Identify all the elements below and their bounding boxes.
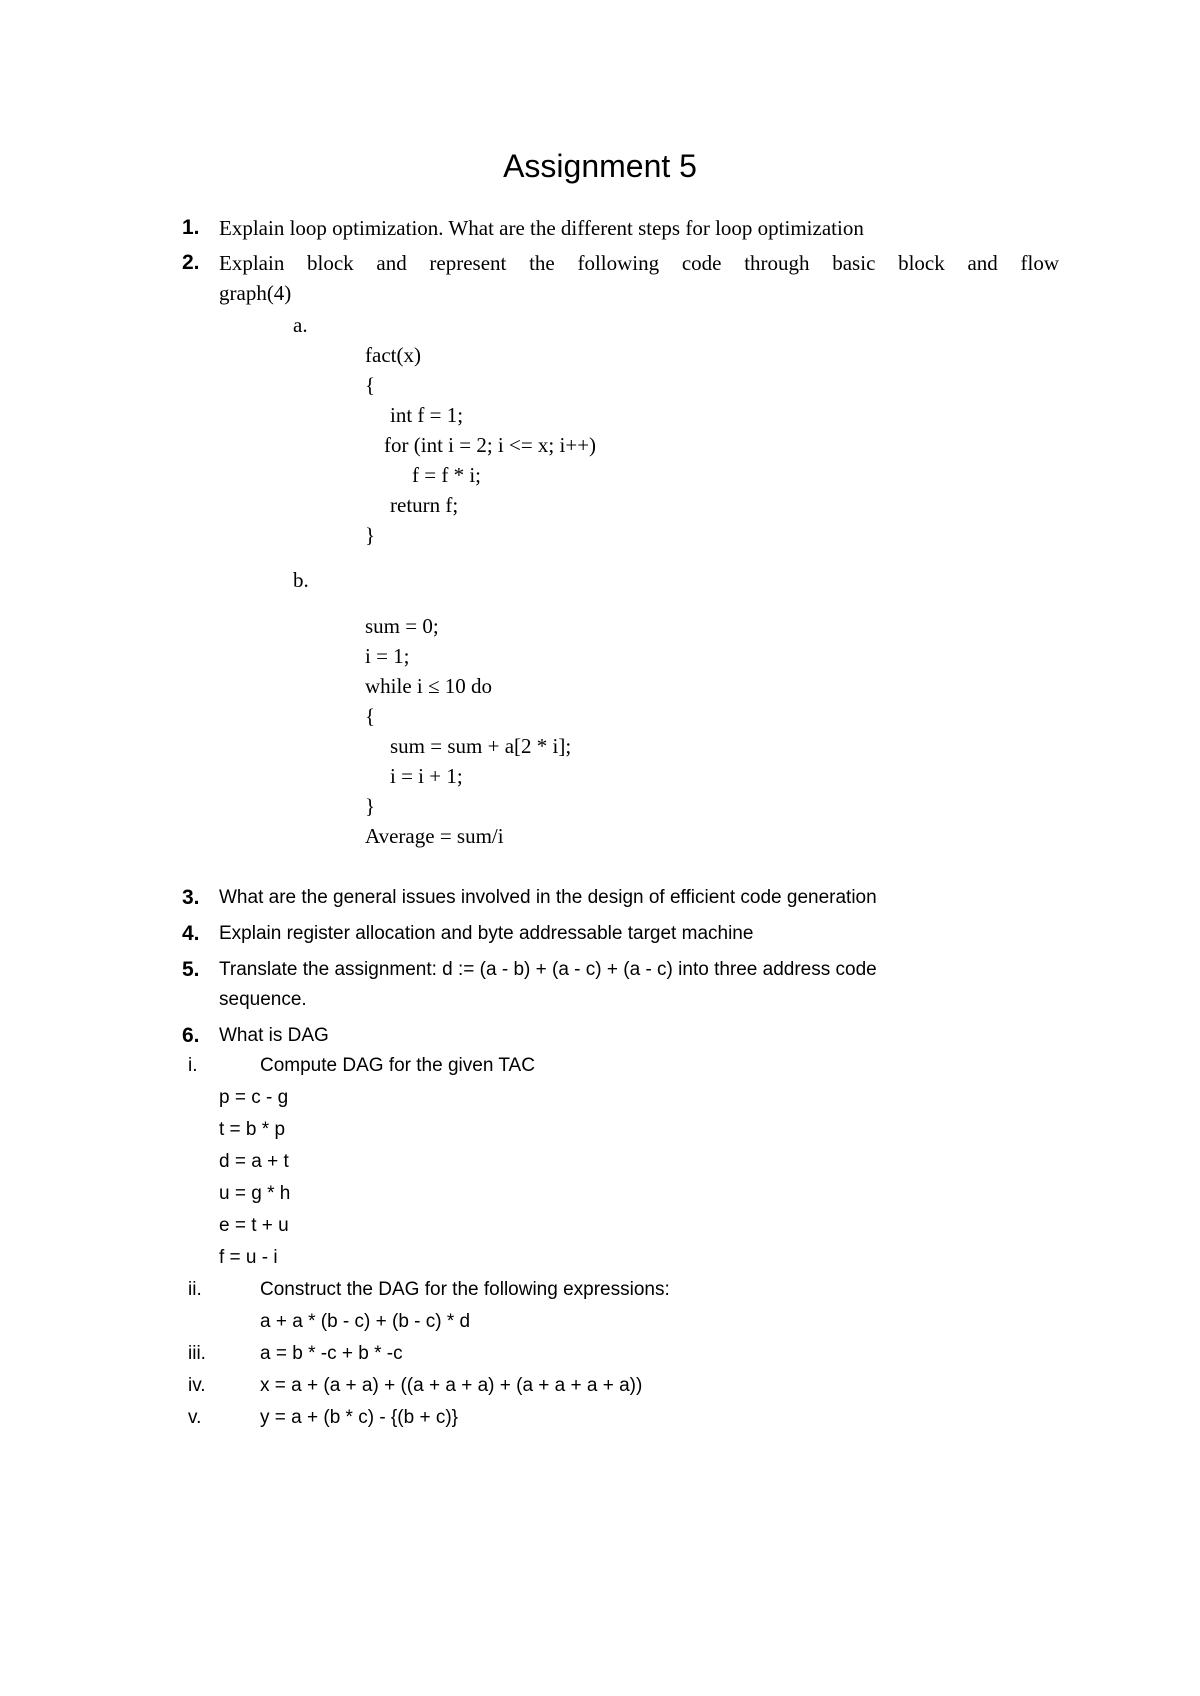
code-label-a: a.	[293, 313, 308, 337]
code-line: Average = sum/i	[365, 824, 504, 848]
subpart-number: ii.	[188, 1279, 202, 1300]
code-line: for (int i = 2; i <= x; i++)	[384, 433, 597, 457]
question-text: Explain loop optimization. What are the different steps for loop optimization	[219, 216, 864, 240]
question-text: Explain register allocation and byte addressable target machine	[219, 923, 754, 944]
tac-line: d = a + t	[219, 1151, 289, 1172]
code-line: f = f * i;	[412, 463, 481, 487]
question-text: What are the general issues involved in the design of efficient code generation	[219, 887, 877, 908]
question-number: 4.	[182, 922, 200, 945]
question-text-continued: graph(4)	[219, 281, 292, 305]
code-line: while i ≤ 10 do	[365, 674, 493, 698]
code-line: return f;	[390, 493, 459, 517]
question-text: Explain block and represent the following code through basic block and flow	[219, 251, 1059, 275]
subpart-number: v.	[188, 1407, 202, 1428]
code-line: i = i + 1;	[390, 764, 463, 788]
subpart-text: Compute DAG for the given TAC	[260, 1055, 535, 1076]
tac-line: p = c - g	[219, 1087, 289, 1108]
subpart-number: iv.	[188, 1375, 206, 1396]
question-number: 5.	[182, 958, 200, 981]
code-label-b: b.	[293, 568, 309, 592]
code-line: }	[365, 523, 376, 547]
question-text-continued: sequence.	[219, 989, 307, 1010]
tac-line: e = t + u	[219, 1215, 289, 1236]
subpart-expression: a + a * (b - c) + (b - c) * d	[260, 1311, 471, 1332]
code-line: {	[365, 704, 376, 728]
question-text: Translate the assignment: d := (a - b) + (a - c) + (a - c) into three address code	[219, 959, 877, 980]
question-number: 6.	[182, 1024, 200, 1047]
code-line: fact(x)	[365, 343, 421, 367]
code-line: {	[365, 373, 376, 397]
subpart-expression: y = a + (b * c) - {(b + c)}	[260, 1407, 458, 1428]
code-line: }	[365, 794, 376, 818]
question-text: What is DAG	[219, 1025, 329, 1046]
code-line: sum = sum + a[2 * i];	[390, 734, 572, 758]
subpart-number: i.	[188, 1055, 198, 1076]
question-number: 3.	[182, 886, 200, 909]
question-number: 1.	[182, 216, 200, 239]
tac-line: t = b * p	[219, 1119, 286, 1140]
tac-line: f = u - i	[219, 1247, 278, 1268]
question-number: 2.	[182, 251, 200, 274]
code-line: int f = 1;	[390, 403, 464, 427]
code-line: sum = 0;	[365, 614, 439, 638]
tac-line: u = g * h	[219, 1183, 291, 1204]
code-line: i = 1;	[365, 644, 410, 668]
subpart-expression: x = a + (a + a) + ((a + a + a) + (a + a + a + a))	[260, 1375, 643, 1396]
subpart-number: iii.	[188, 1343, 206, 1364]
subpart-expression: a = b * -c + b * -c	[260, 1343, 403, 1364]
subpart-text: Construct the DAG for the following expressions:	[260, 1279, 670, 1300]
page-title: Assignment 5	[503, 148, 697, 184]
